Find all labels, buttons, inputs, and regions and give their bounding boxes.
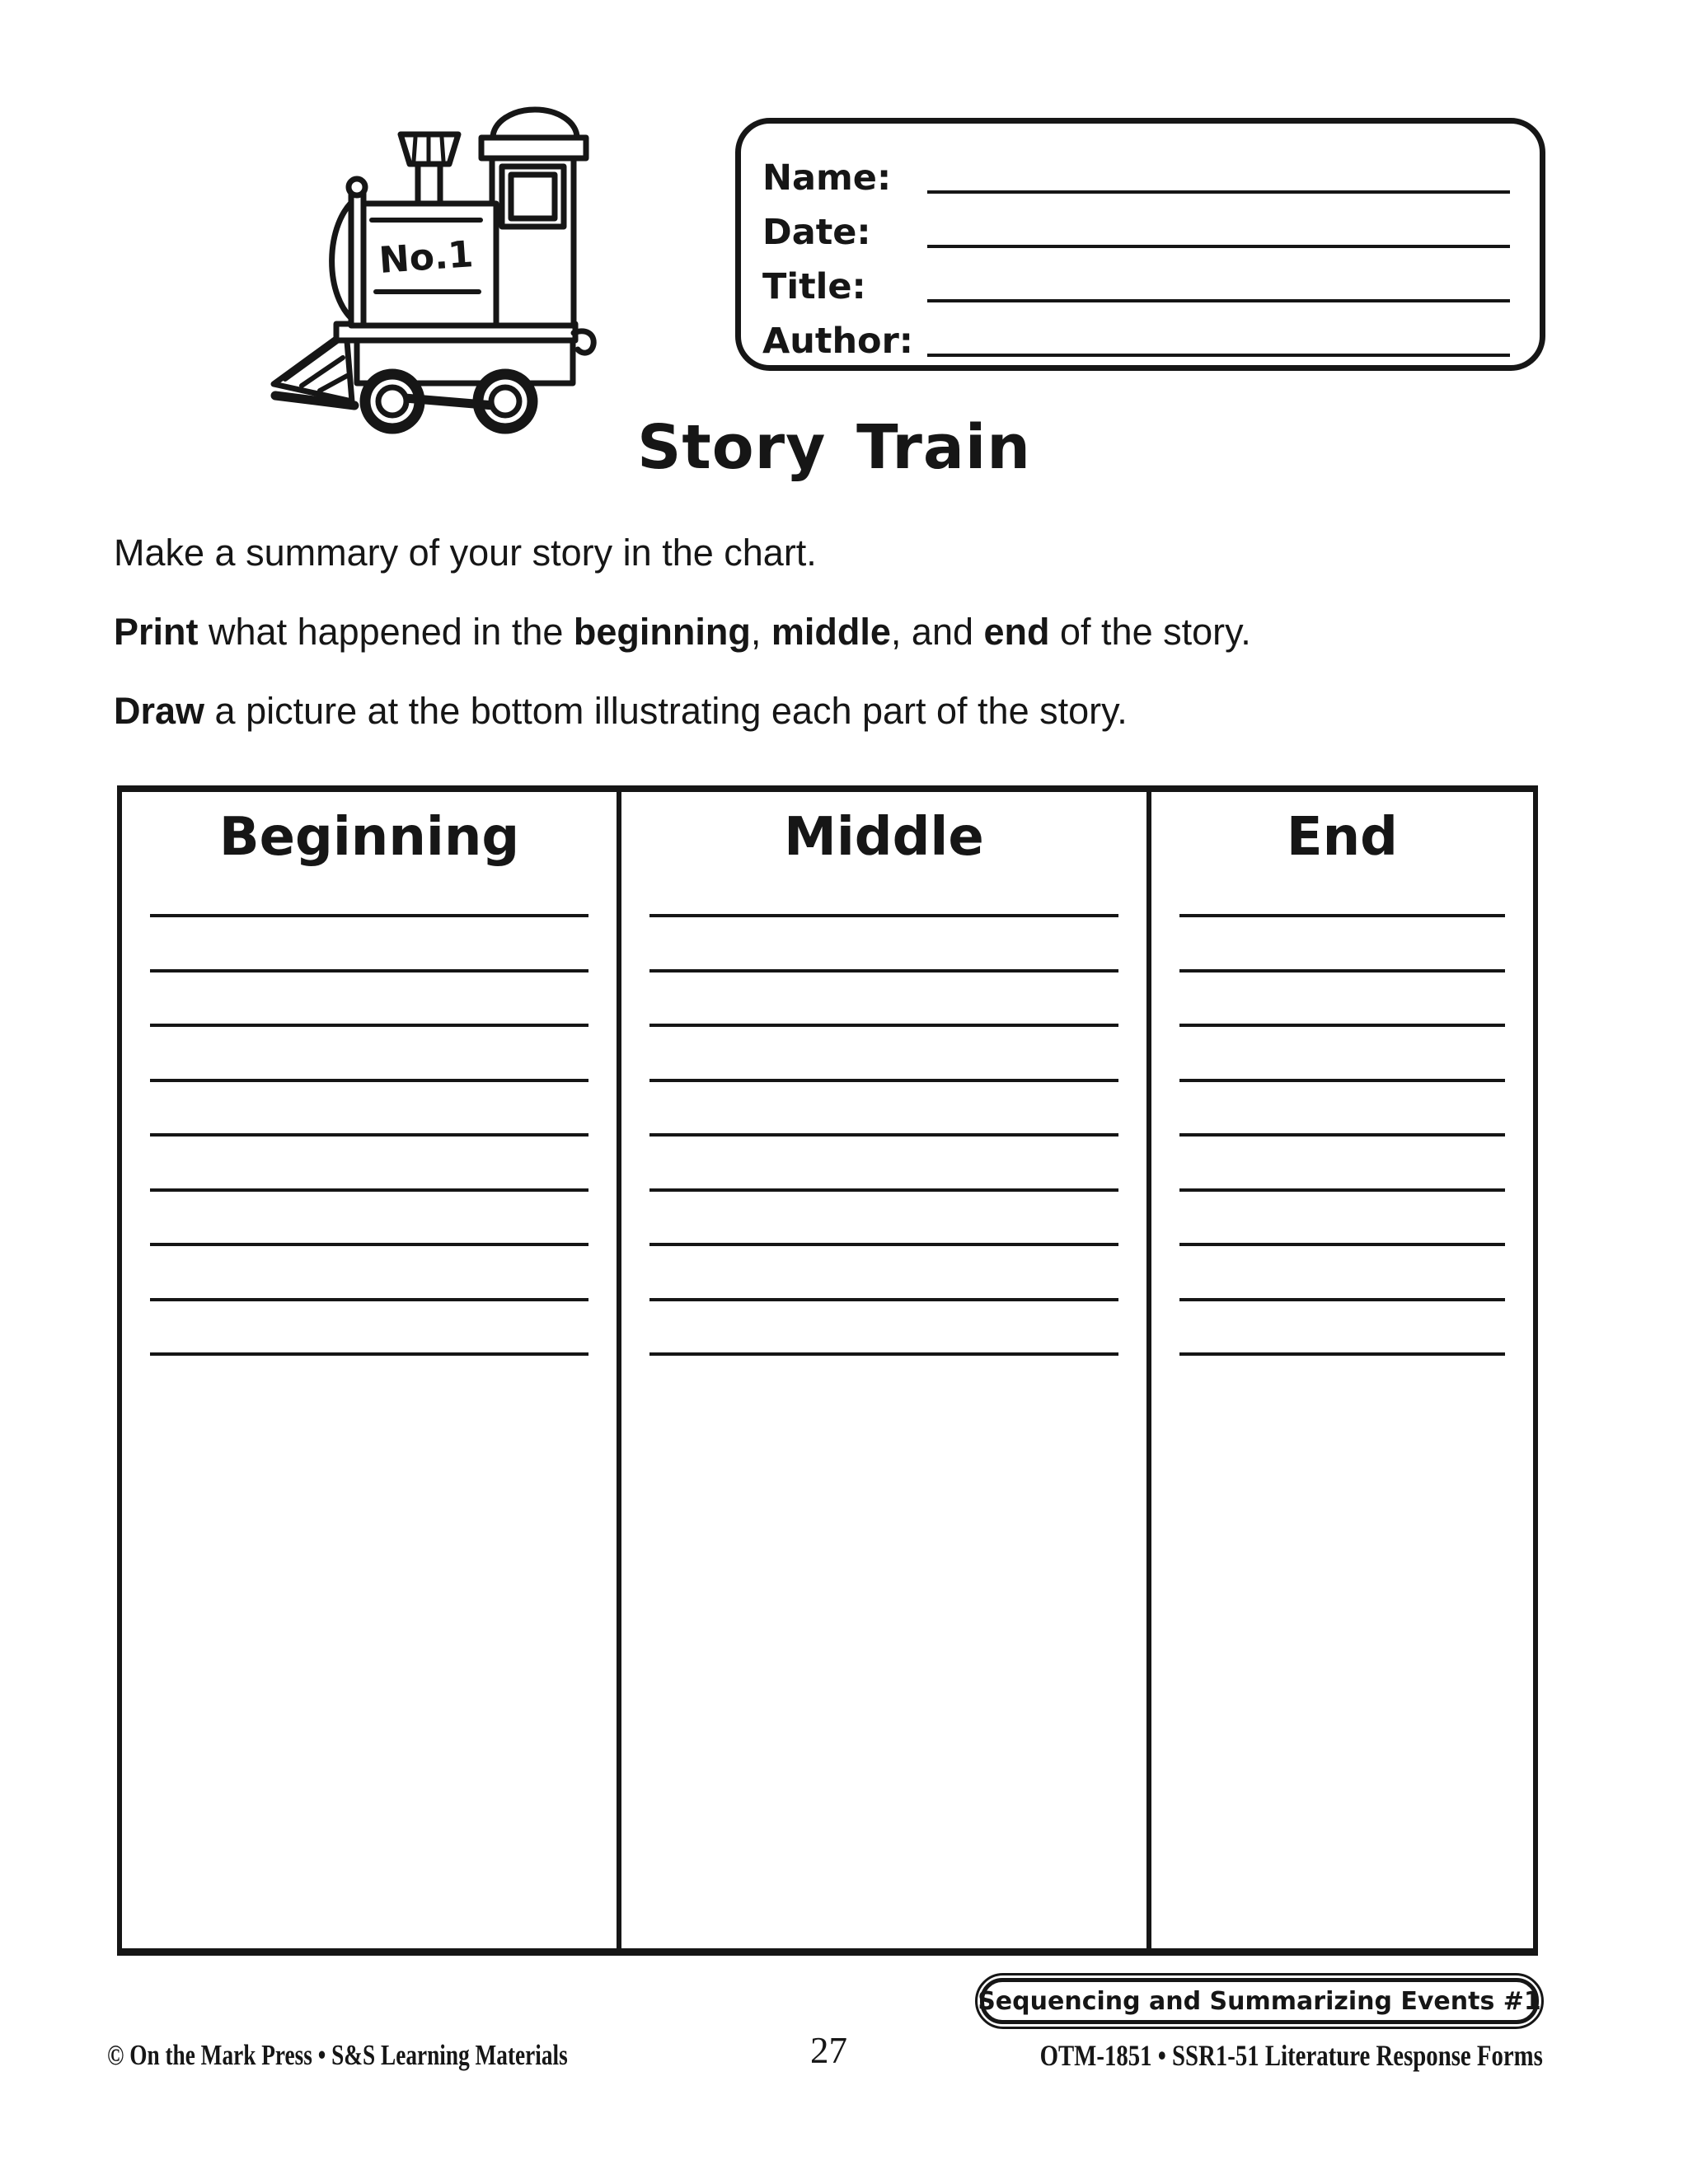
writing-line[interactable] [150,1133,588,1137]
writing-line[interactable] [1179,1188,1505,1192]
chart-column-end [1146,792,1533,1948]
writing-line[interactable] [1179,1298,1505,1301]
writing-lines [621,914,1146,1356]
writing-line[interactable] [649,1024,1118,1027]
writing-lines [122,914,617,1356]
writing-line[interactable] [1179,969,1505,972]
instruction-text: , and [890,611,984,653]
column-header: Beginning [218,807,520,868]
writing-line[interactable] [1179,1133,1505,1137]
author-label: Author: [762,320,914,362]
title-field-row [762,252,1510,307]
name-field-row [762,143,1510,198]
title-label: Title: [762,265,866,307]
train-illustration [231,82,610,445]
instruction-keyword: Print [114,611,199,653]
series-badge [975,1973,1544,2029]
author-input-line[interactable] [927,329,1510,357]
name-input-line[interactable] [927,166,1510,194]
writing-line[interactable] [649,1243,1118,1246]
name-label: Name: [762,157,892,199]
train-number-plate-text: No.1 [377,233,475,282]
chart-column-beginning [122,792,617,1948]
name-box [735,118,1545,371]
writing-line[interactable] [150,1352,588,1356]
instruction-line [114,690,1128,733]
instruction-text: a picture at the bottom illustrating each part of the story. [204,690,1128,732]
series-badge-label: Sequencing and Summarizing Events #1 [980,1978,1539,2024]
page-title: Story Train [637,412,1031,483]
writing-line[interactable] [649,914,1118,917]
writing-line[interactable] [150,914,588,917]
writing-line[interactable] [649,969,1118,972]
writing-line[interactable] [150,1079,588,1082]
date-input-line[interactable] [927,220,1510,248]
writing-line[interactable] [150,1024,588,1027]
writing-line[interactable] [1179,1243,1505,1246]
date-field-row [762,198,1510,252]
author-field-row [762,307,1510,361]
writing-line[interactable] [1179,1079,1505,1082]
title-input-line[interactable] [927,274,1510,302]
column-header: Middle [784,807,984,868]
instruction-keyword: end [983,611,1050,653]
summary-chart [117,785,1538,1956]
instruction-line [114,532,817,574]
writing-line[interactable] [649,1188,1118,1192]
writing-lines [1151,914,1533,1356]
date-label: Date: [762,211,871,253]
writing-line[interactable] [1179,1024,1505,1027]
instruction-text: Make a summary of your story in the chart. [114,532,817,574]
instruction-text: , [750,611,771,653]
writing-line[interactable] [1179,1352,1505,1356]
chart-column-middle [617,792,1146,1948]
writing-line[interactable] [150,969,588,972]
writing-line[interactable] [649,1133,1118,1137]
instruction-line [114,611,1251,654]
writing-line[interactable] [649,1298,1118,1301]
writing-line[interactable] [649,1079,1118,1082]
footer-reference: OTM-1851 • SSR1-51 Literature Response Forms [1039,2039,1543,2072]
writing-line[interactable] [150,1298,588,1301]
instruction-text: of the story. [1049,611,1251,653]
footer-copyright: © On the Mark Press • S&S Learning Materials [107,2039,568,2071]
writing-line[interactable] [1179,914,1505,917]
instruction-keyword: beginning [573,611,751,653]
column-header: End [1286,807,1398,868]
instruction-keyword: middle [771,611,891,653]
writing-line[interactable] [649,1352,1118,1356]
instruction-keyword: Draw [114,690,205,732]
writing-line[interactable] [150,1188,588,1192]
instruction-text: what happened in the [198,611,574,653]
train-smokestack-icon [401,134,458,207]
writing-line[interactable] [150,1243,588,1246]
page-number: 27 [810,2030,847,2071]
